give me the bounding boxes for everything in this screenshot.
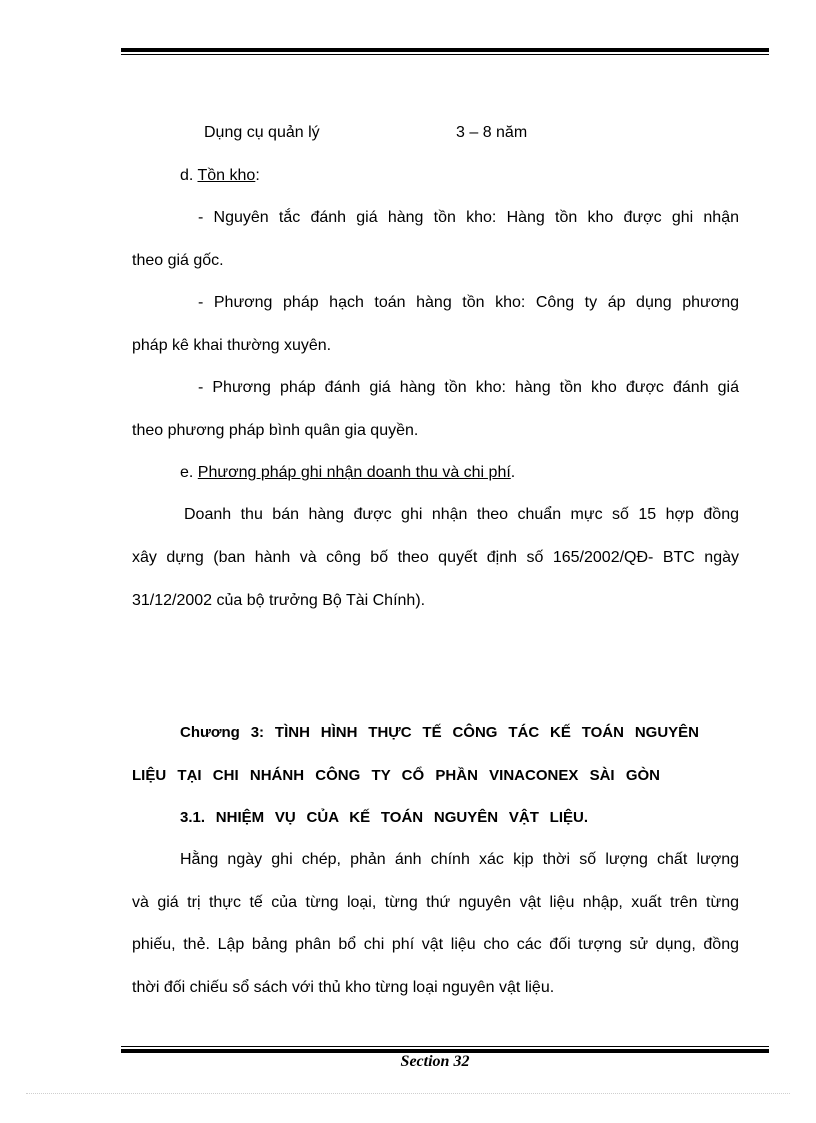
heading-d-text: Tồn kho xyxy=(197,167,256,184)
depreciation-item-value: 3 – 8 năm xyxy=(456,124,528,141)
paragraph-line: Doanh thu bán hàng được ghi nhận theo chuẩn mực số 15 hợp đồng xyxy=(184,506,739,523)
heading-e xyxy=(180,463,515,483)
paragraph-line: phiếu, thẻ. Lập bảng phân bổ chi phí vật liệu cho các đối tượng sử dụng, đồng xyxy=(132,936,739,953)
section-heading: 3.1. NHIỆM VỤ CỦA KẾ TOÁN NGUYÊN VẬT LIỆU. xyxy=(180,809,588,826)
paragraph-line: theo phương pháp bình quân gia quyền. xyxy=(132,422,419,439)
paragraph-line: pháp kê khai thường xuyên. xyxy=(132,337,332,354)
heading-d-prefix: d. xyxy=(180,167,194,184)
paragraph-line: 31/12/2002 của bộ trưởng Bộ Tài Chính). xyxy=(132,592,426,609)
heading-e-text: Phương pháp ghi nhận doanh thu và chi phí xyxy=(197,464,511,481)
paragraph-line: theo giá gốc. xyxy=(132,252,224,269)
paragraph-line: - Phương pháp hạch toán hàng tồn kho: Công ty áp dụng phương xyxy=(198,294,739,311)
heading-e-prefix: e. xyxy=(180,464,194,481)
paragraph-line: và giá trị thực tế của từng loại, từng thứ nguyên vật liệu nhập, xuất trên từng xyxy=(132,894,739,911)
heading-e-dot: . xyxy=(510,464,516,481)
heading-d xyxy=(180,166,260,186)
heading-d-colon: : xyxy=(255,167,260,184)
paragraph-line: - Nguyên tắc đánh giá hàng tồn kho: Hàng tồn kho được ghi nhận xyxy=(198,209,739,226)
page-bottom-dotted-line xyxy=(26,1093,790,1094)
chapter-title-line-1: Chương 3: TÌNH HÌNH THỰC TẾ CÔNG TÁC KẾ TOÁN NGUYÊN xyxy=(180,724,699,741)
paragraph-line: xây dựng (ban hành và công bố theo quyết định số 165/2002/QĐ- BTC ngày xyxy=(132,549,739,566)
depreciation-item-label: Dụng cụ quản lý xyxy=(204,124,320,141)
paragraph-line: Hằng ngày ghi chép, phản ánh chính xác kịp thời số lượng chất lượng xyxy=(180,851,739,868)
chapter-title-line-2: LIỆU TẠI CHI NHÁNH CÔNG TY CỔ PHẦN VINACONEX SÀI GÒN xyxy=(132,767,660,784)
paragraph-line: thời đối chiếu sổ sách với thủ kho từng loại nguyên vật liệu. xyxy=(132,979,555,996)
header-rule xyxy=(121,48,769,55)
footer-section-label: Section 32 xyxy=(400,1053,470,1070)
paragraph-line: - Phương pháp đánh giá hàng tồn kho: hàng tồn kho được đánh giá xyxy=(198,379,739,396)
